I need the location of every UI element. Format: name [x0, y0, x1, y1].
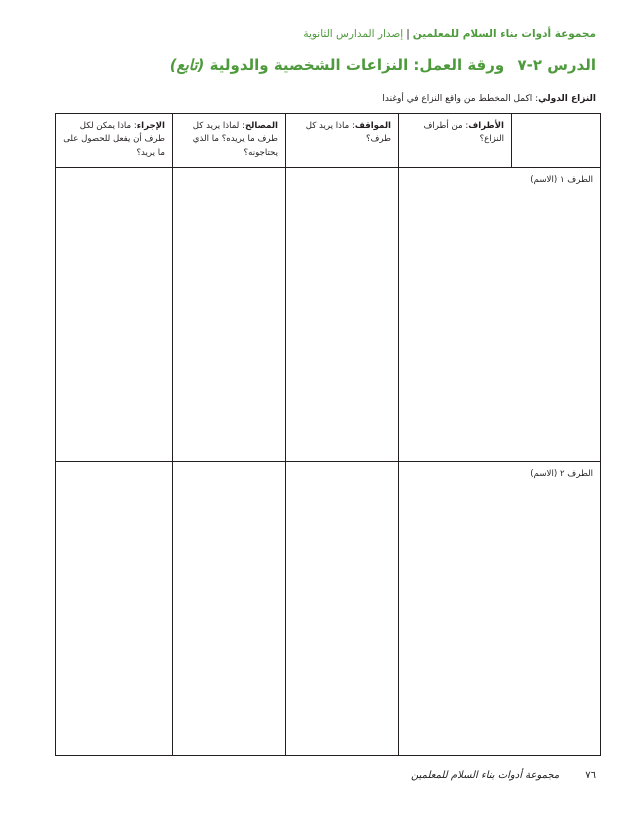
party-1-action-cell[interactable]	[56, 168, 173, 462]
party-2-action-cell[interactable]	[56, 462, 173, 756]
party-2-name-cell[interactable]	[399, 462, 601, 756]
instruction-label: النزاع الدولي	[538, 94, 596, 104]
table-header-row	[56, 114, 601, 168]
page-footer	[411, 770, 596, 781]
page-number: ٧٦	[585, 770, 596, 781]
continued-label: (تابع)	[169, 56, 205, 74]
interests-question: : لماذا يريد كل طرف ما يريده؟ ما الذي يحتاجونه؟	[192, 121, 278, 158]
header-cell-action	[56, 114, 173, 168]
positions-question: : ماذا يريد كل طرف؟	[305, 121, 391, 145]
header-cell-parties	[399, 114, 512, 168]
party-1-name-cell[interactable]	[399, 168, 601, 462]
instruction-text: : اكمل المخطط من واقع النزاع في أوغندا	[382, 94, 539, 104]
header-cell-blank	[512, 114, 601, 168]
header-cell-positions	[286, 114, 399, 168]
interests-term: المصالح	[244, 121, 278, 131]
worksheet-title: ورقة العمل: النزاعات الشخصية والدولية	[209, 56, 505, 74]
positions-term: المواقف	[354, 121, 391, 131]
header-series: مجموعة أدوات بناء السلام للمعلمين	[412, 28, 596, 40]
header-edition: إصدار المدارس الثانوية	[303, 28, 404, 40]
conflict-table	[55, 113, 601, 756]
party-1-positions-cell[interactable]	[286, 168, 399, 462]
table-row-party-2	[56, 462, 601, 756]
footer-brand: مجموعة أدوات بناء السلام للمعلمين	[411, 770, 560, 781]
party-2-interests-cell[interactable]	[173, 462, 286, 756]
page-title	[170, 56, 596, 74]
header-cell-interests	[173, 114, 286, 168]
party-1-interests-cell[interactable]	[173, 168, 286, 462]
parties-question: : من أطراف النزاع؟	[423, 121, 504, 145]
instruction-line	[382, 94, 596, 104]
lesson-number: الدرس ٢-٧	[517, 56, 596, 74]
header-separator: |	[406, 28, 410, 40]
party-2-positions-cell[interactable]	[286, 462, 399, 756]
page-header	[303, 28, 596, 40]
action-term: الإجراء	[136, 121, 165, 131]
party-2-label: الطرف ٢ (الاسم)	[530, 469, 593, 479]
party-1-label: الطرف ١ (الاسم)	[530, 175, 593, 185]
action-question: : ماذا يمكن لكل طرف أن يفعل للحصول على ما يريد؟	[63, 121, 165, 158]
parties-term: الأطراف	[468, 121, 504, 131]
table-row-party-1	[56, 168, 601, 462]
